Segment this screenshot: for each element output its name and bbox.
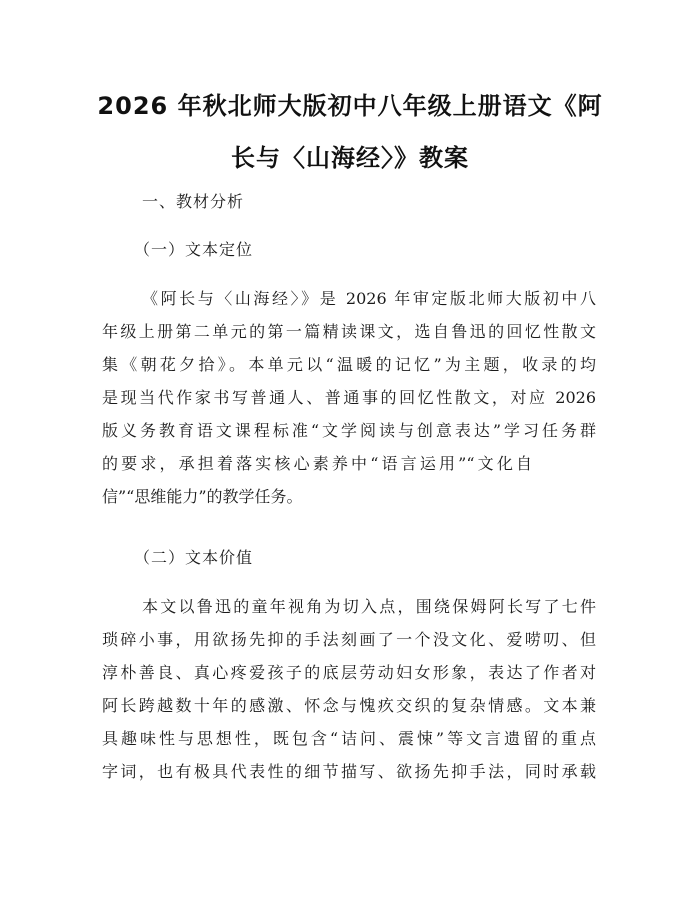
paragraph-positioning-line: 的要求，承担着落实核心素养中“语言运用”“文化自 [102,454,532,473]
paragraph-positioning-line: 版义务教育语文课程标准“文学阅读与创意表达”学习任务群 [102,421,596,440]
paragraph-value-line: 淳朴善良、真心疼爱孩子的底层劳动妇女形象，表达了作者对 [102,663,596,682]
paragraph-value-line: 字词，也有极具代表性的细节描写、欲扬先抑手法，同时承载 [102,762,596,781]
paragraph-value-line: 具趣味性与思想性，既包含“诘问、震悚”等文言遗留的重点 [102,729,596,748]
paragraph-positioning-line: 集《朝花夕拾》。本单元以“温暖的记忆”为主题，收录的均 [102,355,596,374]
document-title-line-2: 长与〈山海经〉》教案 [231,144,469,172]
paragraph-value-line: 本文以鲁迅的童年视角为切入点，围绕保姆阿长写了七件 [142,597,596,616]
paragraph-value-line: 琐碎小事，用欲扬先抑的手法刻画了一个没文化、爱唠叨、但 [102,630,596,649]
subsection-heading-text-value: （二）文本价值 [134,548,254,567]
paragraph-positioning-line: 信”“思维能力”的教学任务。 [102,487,303,506]
paragraph-value-line: 阿长跨越数十年的感激、怀念与愧疚交织的复杂情感。文本兼 [102,696,596,715]
paragraph-positioning-line: 《阿长与〈山海经〉》是 2026 年审定版北师大版初中八 [142,289,596,308]
paragraph-positioning-line: 是现当代作家书写普通人、普通事的回忆性散文，对应 2026 [102,388,596,407]
document-title-line-1: 2026 年秋北师大版初中八年级上册语文《阿 [97,92,603,120]
section-heading-textbook-analysis: 一、教材分析 [142,192,245,211]
subsection-heading-text-positioning: （一）文本定位 [134,240,254,259]
paragraph-positioning-line: 年级上册第二单元的第一篇精读课文，选自鲁迅的回忆性散文 [102,322,596,341]
